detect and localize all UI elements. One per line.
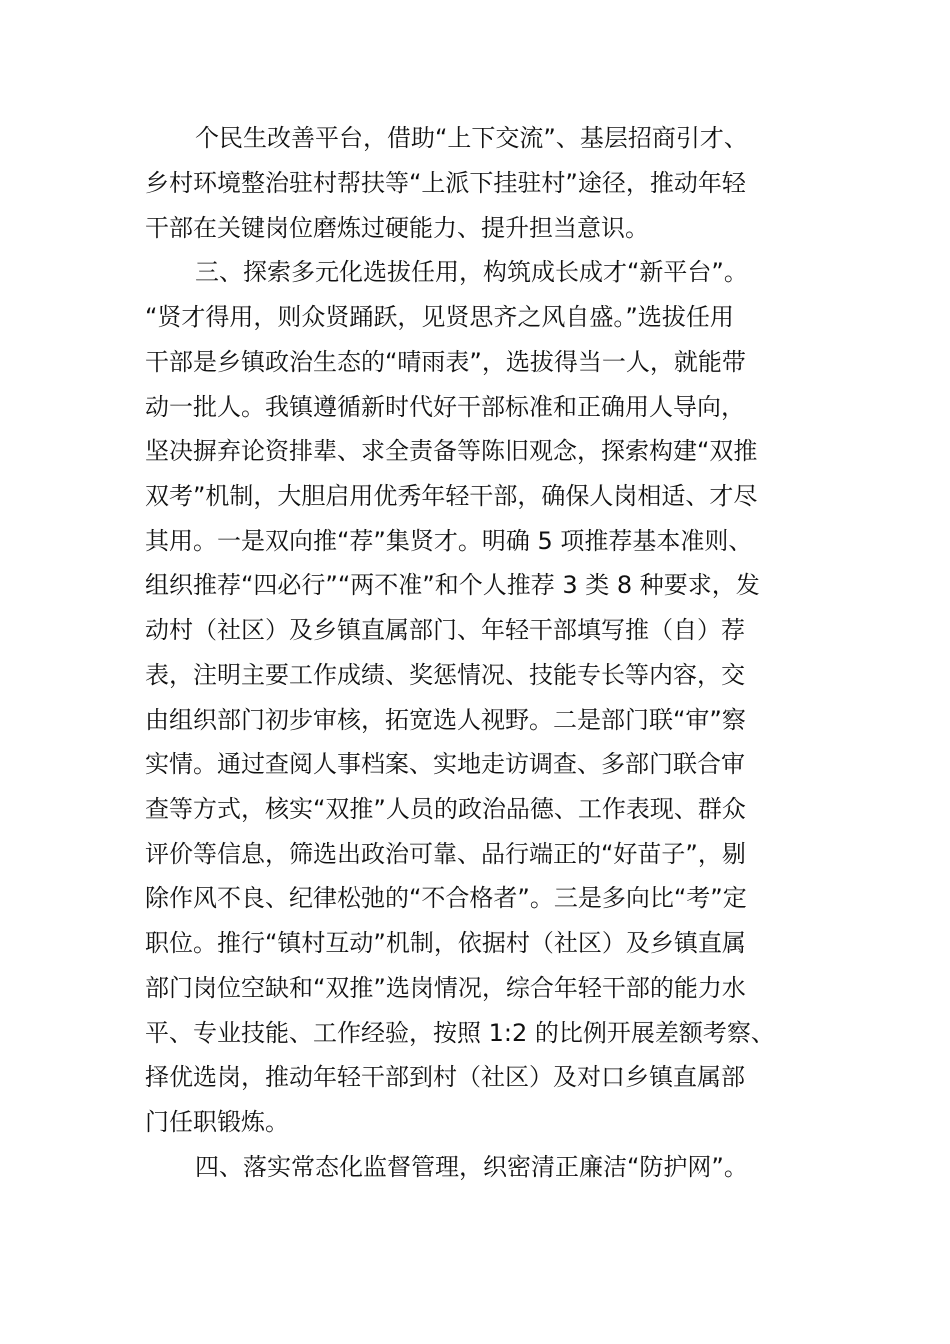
text-line-5: “贤才得用，则众贤踊跃，见贤思齐之风自盛。”选拔任用 [145, 303, 734, 331]
text-line-4: 三、探索多元化选拔任用，构筑成长成才“新平台”。 [195, 258, 748, 286]
text-line-14: 由组织部门初步审核，拓宽选人视野。二是部门联“审”察 [145, 706, 746, 734]
text-line-17: 评价等信息，筛选出政治可靠、品行端正的“好苗子”，剔 [145, 840, 746, 868]
text-line-11: 组织推荐“四必行”“两不准”和个人推荐 3 类 8 种要求，发 [145, 571, 760, 599]
text-line-10: 其用。一是双向推“荐”集贤才。明确 5 项推荐基本准则、 [145, 527, 753, 555]
text-line-19: 职位。推行“镇村互动”机制，依据村（社区）及乡镇直属 [145, 929, 746, 957]
text-line-2: 乡村环境整治驻村帮扶等“上派下挂驻村”途径，推动年轻 [145, 169, 746, 197]
text-line-18: 除作风不良、纪律松弛的“不合格者”。三是多向比“考”定 [145, 884, 747, 912]
text-line-15: 实情。通过查阅人事档案、实地走访调查、多部门联合审 [145, 750, 745, 778]
text-line-7: 动一批人。我镇遵循新时代好干部标准和正确用人导向， [145, 393, 745, 421]
text-line-20: 部门岗位空缺和“双推”选岗情况，综合年轻干部的能力水 [145, 974, 746, 1002]
text-line-22: 择优选岗，推动年轻干部到村（社区）及对口乡镇直属部 [145, 1063, 745, 1091]
text-line-1: 个民生改善平台，借助“上下交流”、基层招商引才、 [195, 124, 748, 152]
text-line-13: 表，注明主要工作成绩、奖惩情况、技能专长等内容，交 [145, 661, 745, 689]
text-line-6: 干部是乡镇政治生态的“晴雨表”，选拔得当一人，就能带 [145, 348, 746, 376]
text-line-24: 四、落实常态化监督管理，织密清正廉洁“防护网”。 [195, 1153, 748, 1181]
text-line-3: 干部在关键岗位磨炼过硬能力、提升担当意识。 [145, 214, 649, 242]
text-line-9: 双考”机制，大胆启用优秀年轻干部，确保人岗相适、才尽 [145, 482, 758, 510]
text-line-23: 门任职锻炼。 [145, 1108, 289, 1136]
text-line-16: 查等方式，核实“双推”人员的政治品德、工作表现、群众 [145, 795, 746, 823]
text-line-21: 平、专业技能、工作经验，按照 1:2 的比例开展差额考察、 [145, 1019, 775, 1047]
text-line-12: 动村（社区）及乡镇直属部门、年轻干部填写推（自）荐 [145, 616, 745, 644]
text-line-8: 坚决摒弃论资排辈、求全责备等陈旧观念，探索构建“双推 [145, 437, 758, 465]
